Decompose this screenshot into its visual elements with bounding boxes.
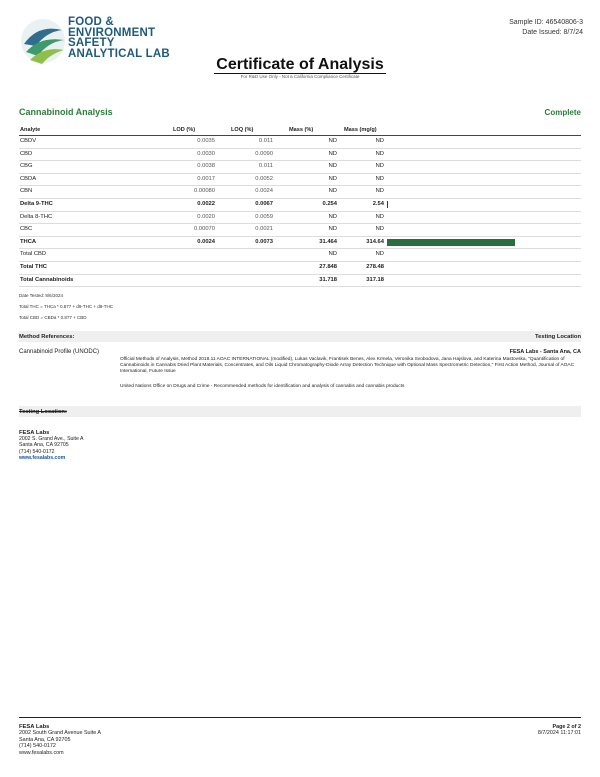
table-row (19, 249, 581, 262)
testing-location-bar (19, 406, 581, 417)
sample-info (509, 18, 583, 38)
lab-website-link[interactable]: www.fesalabs.com (19, 454, 66, 461)
mass-pct-cell: ND (328, 213, 337, 220)
table-row (19, 262, 581, 275)
mass-pct-cell: 0.254 (322, 200, 337, 207)
mass-mg-cell: ND (375, 226, 384, 233)
lod-cell: 0.0024 (197, 238, 215, 245)
lab-address-2: Santa Ana, CA 92705 (19, 442, 69, 449)
testing-location-header: Testing Location (535, 334, 581, 340)
logo-text (68, 17, 170, 59)
analyte-cell: THCA (20, 238, 37, 245)
loq-cell: 0.011 (258, 138, 273, 144)
mass-pct-cell: 27.848 (319, 263, 337, 270)
mass-mg-cell: 2.54 (372, 200, 384, 207)
page-subtitle: For R&D Use Only - Not a California Compliance Certificate (240, 74, 360, 79)
analyte-cell: CBC (20, 226, 33, 233)
section-title: Cannabinoid Analysis (19, 107, 113, 117)
table-row (19, 136, 581, 149)
loq-cell: 0.011 (258, 163, 273, 170)
mass-mg-cell: ND (375, 188, 384, 195)
page-title: Certificate of Analysis (216, 56, 384, 73)
cannabinoid-table (19, 126, 581, 287)
table-header (19, 126, 581, 136)
footer-address-1: 2002 South Grand Avenue Suite A (19, 730, 102, 737)
analyte-cell: Total CBD (20, 251, 47, 258)
footer-page-info (538, 724, 581, 737)
footer-lab-name: FESA Labs (19, 724, 50, 730)
loq-cell: 0.0059 (255, 213, 273, 220)
analyte-cell: CBDV (20, 138, 37, 144)
method-reference-1: Official Methods of Analysis, Method 2018.11 AOAC INTERNATIONAL (modified), Lukas Vaclavik, Frantisek Benes, Alex Krmela, Veronika Svobodova, Jana Hajslova, and Katerina Mastovska, "Quantification of Cannabinoids in Cannabis Dried Plant Materials, Concentrates, and Oils Liquid Chromatography-Diode Array Detection Technique with Optional Mass Spectrometric Detection," First Action Method, Journal of AOAC International, Future Issue (120, 357, 575, 375)
footer-phone: (714) 540-0172 (19, 743, 56, 750)
table-row (19, 237, 581, 250)
analyte-cell: CBG (20, 163, 33, 170)
lod-cell: 0.0017 (197, 175, 215, 182)
analyte-cell: Total THC (20, 263, 47, 270)
logo-line-1: FOOD & (68, 16, 114, 28)
loq-cell: 0.0024 (255, 188, 273, 195)
table-row (19, 199, 581, 212)
lab-address-1: 2002 S. Grand Ave., Suite A (19, 436, 84, 443)
mass-mg-cell: ND (375, 251, 384, 258)
lod-cell: 0.0035 (197, 138, 215, 144)
mass-mg-cell: ND (375, 138, 384, 144)
table-row (19, 212, 581, 225)
loq-cell: 0.0067 (255, 200, 273, 207)
analyte-cell: Total Cannabinoids (20, 276, 74, 283)
analyte-cell: CBDA (20, 175, 37, 182)
header-mass-pct: Mass (%) (289, 127, 314, 133)
mass-mg-cell: 314.64 (366, 238, 384, 245)
method-reference-2: United Nations Office on Drugs and Crime - Recommended methods for identification and analysis of cannabis and cannabis products (120, 384, 405, 389)
mass-pct-cell: ND (328, 175, 337, 182)
testing-location-label: Testing Location: (19, 409, 67, 415)
analyte-cell: Delta 8-THC (20, 213, 53, 220)
mass-pct-cell: ND (328, 150, 337, 157)
loq-cell: 0.0090 (255, 150, 273, 157)
mass-pct-cell: ND (328, 188, 337, 195)
lod-cell: 0.00080 (194, 188, 215, 195)
page-number: Page 2 of 2 (552, 724, 581, 730)
header-loq: LOQ (%) (231, 127, 254, 133)
loq-cell: 0.0073 (255, 238, 273, 245)
cbd-formula: Total CBD = CBDa * 0.877 + CBD (19, 315, 87, 320)
lab-name: FESA Labs (19, 430, 50, 436)
mass-pct-cell: 31.718 (319, 276, 337, 283)
method-references-label: Method References: (19, 334, 75, 340)
mass-pct-cell: 31.464 (319, 238, 337, 245)
mass-bar (387, 201, 388, 208)
status-badge: Complete (544, 108, 581, 117)
sample-id: Sample ID: 46540806-3 (509, 19, 583, 26)
lod-cell: 0.0020 (197, 213, 215, 220)
lab-phone: (714) 540-0172 (19, 448, 55, 455)
header-mass-mg: Mass (mg/g) (344, 127, 377, 133)
mass-bar (387, 239, 515, 246)
mass-pct-cell: ND (328, 251, 337, 258)
testing-location-address (19, 430, 84, 461)
date-tested: Date Tested: 8/6/2024 (19, 293, 63, 298)
test-notes (19, 290, 113, 323)
table-row (19, 174, 581, 187)
footer-website: www.fesalabs.com (19, 749, 64, 756)
method-profile: Cannabinoid Profile (UNODC) (19, 349, 100, 355)
testing-lab: FESA Labs - Santa Ana, CA (509, 349, 581, 355)
date-issued: Date Issued: 8/7/24 (522, 29, 583, 36)
lod-cell: 0.0038 (197, 163, 215, 170)
logo-line-4: ANALYTICAL LAB (68, 47, 170, 60)
logo-line-3: SAFETY (68, 37, 115, 49)
mass-mg-cell: ND (375, 163, 384, 170)
lod-cell: 0.0022 (197, 200, 215, 207)
mass-pct-cell: ND (328, 138, 337, 144)
mass-pct-cell: ND (328, 163, 337, 170)
mass-mg-cell: ND (375, 213, 384, 220)
mass-mg-cell: ND (375, 175, 384, 182)
analyte-cell: CBN (20, 188, 33, 195)
loq-cell: 0.0052 (255, 175, 273, 182)
loq-cell: 0.0021 (255, 226, 273, 233)
table-row (19, 161, 581, 174)
thc-formula: Total THC = THCa * 0.877 + d9-THC + d8-THC (19, 304, 113, 309)
mass-mg-cell: 278.48 (366, 263, 384, 270)
table-row (19, 224, 581, 237)
analyte-cell: CBD (20, 150, 33, 157)
table-body (19, 136, 581, 287)
lod-cell: 0.00070 (194, 226, 215, 233)
footer-address (19, 724, 101, 756)
analyte-cell: Delta 9-THC (20, 200, 53, 207)
mass-pct-cell: ND (328, 226, 337, 233)
method-references-bar (19, 331, 581, 342)
footer-divider (19, 717, 581, 718)
table-row (19, 149, 581, 162)
header-lod: LOD (%) (173, 127, 196, 133)
logo-line-2: ENVIRONMENT (68, 26, 156, 39)
mass-mg-cell: ND (375, 150, 384, 157)
table-row (19, 186, 581, 199)
footer-address-2: Santa Ana, CA 92705 (19, 736, 71, 743)
table-row (19, 275, 581, 288)
footer-timestamp: 8/7/2024 11:17:01 (537, 730, 581, 737)
header-analyte: Analyte (20, 127, 41, 133)
lod-cell: 0.0030 (197, 150, 215, 157)
mass-mg-cell: 317.18 (366, 276, 384, 283)
